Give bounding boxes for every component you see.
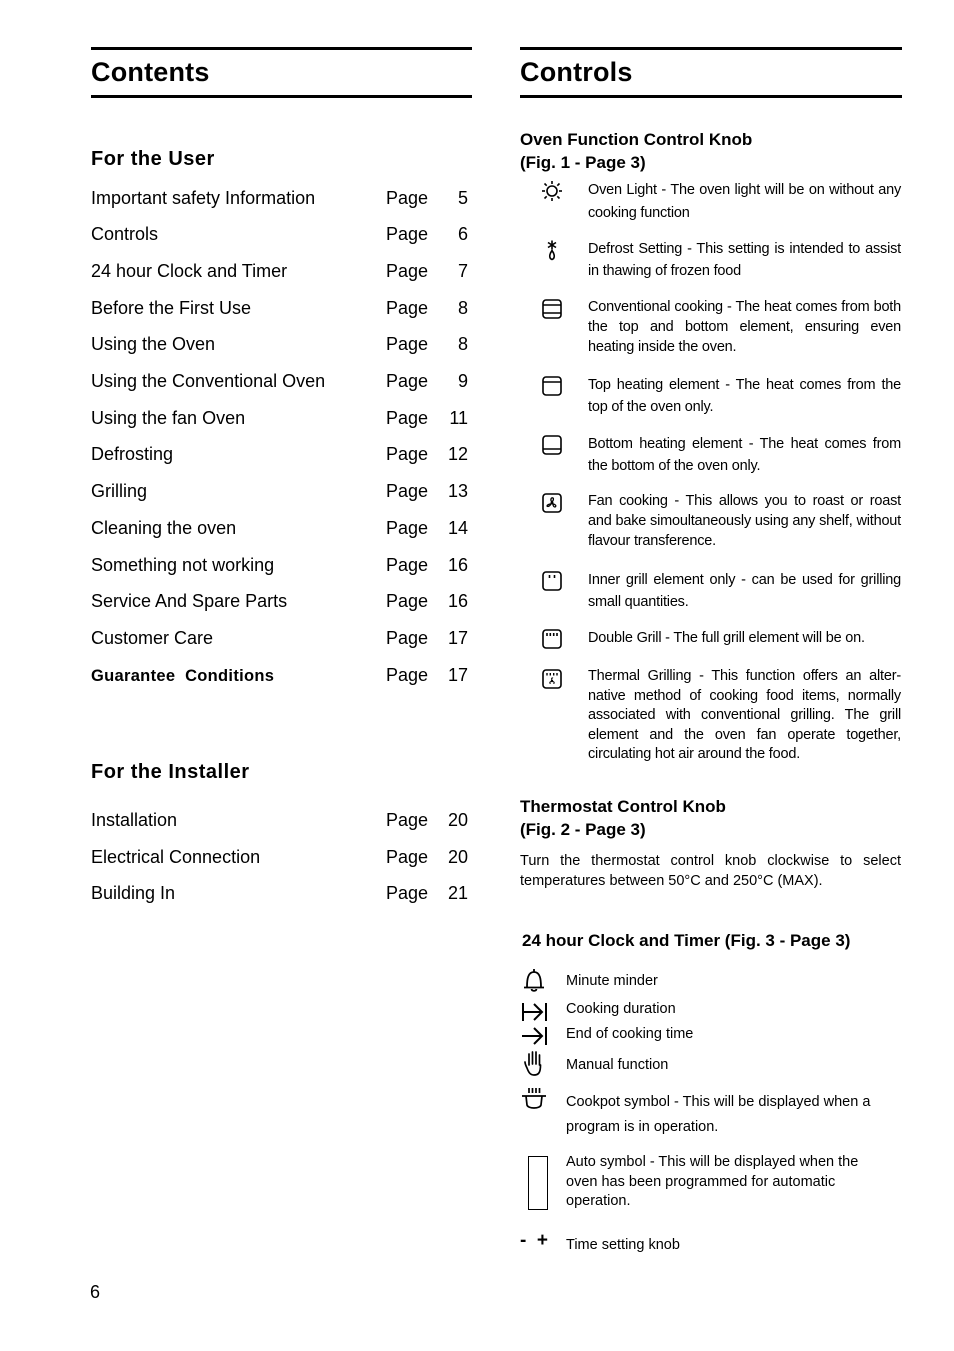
toc-page-number: 16 bbox=[447, 591, 468, 611]
cooking-duration-text: Cooking duration bbox=[566, 1001, 676, 1017]
auto-symbol-icon bbox=[528, 1156, 548, 1210]
toc-title: Guarantee Conditions bbox=[91, 667, 275, 685]
fan-cooking-icon bbox=[541, 492, 563, 514]
manual-function-text: Manual function bbox=[566, 1057, 669, 1073]
thermostat-heading bbox=[520, 795, 726, 841]
toc-title: Installation bbox=[91, 810, 178, 830]
toc-row bbox=[91, 665, 468, 689]
toc-page-label: Page bbox=[386, 371, 429, 391]
bottom-heating-text: Bottom heating element - The heat comes from the bottom of the oven only. bbox=[588, 436, 901, 474]
toc-title: Electrical Connection bbox=[91, 847, 261, 867]
conventional-cooking-icon bbox=[541, 298, 563, 320]
toc-page-label: Page bbox=[386, 408, 429, 428]
knob-minus: - bbox=[520, 1230, 527, 1251]
inner-grill-icon bbox=[541, 570, 563, 592]
toc-row bbox=[91, 298, 468, 322]
cookpot-icon bbox=[520, 1085, 548, 1113]
auto-symbol-text: Auto symbol - This will be displayed when the oven has been programmed for automatic operation. bbox=[566, 1154, 859, 1209]
toc-page-number: 17 bbox=[447, 665, 468, 685]
toc-title: Controls bbox=[91, 224, 159, 244]
toc-row bbox=[91, 444, 468, 468]
toc-page-label: Page bbox=[386, 518, 429, 538]
double-grill-icon bbox=[541, 628, 563, 650]
toc-row bbox=[91, 555, 468, 579]
bell-icon bbox=[520, 966, 548, 994]
contents-bottom-rule bbox=[91, 95, 472, 98]
double-grill-text: Double Grill - The full grill element will be on. bbox=[588, 630, 865, 646]
toc-page-number: 13 bbox=[447, 481, 468, 501]
thermal-grilling-text: Thermal Grilling - This function offers an alter-native method of cooking food items, normally associated with conventional grilling. The grill element and the oven fan operate together, circulating hot air around the food. bbox=[588, 668, 901, 763]
user-heading: For the User bbox=[91, 148, 215, 170]
toc-page-number: 7 bbox=[457, 261, 468, 281]
toc-title: Service And Spare Parts bbox=[91, 591, 288, 611]
toc-title: Something not working bbox=[91, 555, 275, 575]
toc-page-number: 5 bbox=[457, 188, 468, 208]
top-heating-text: Top heating element - The heat comes from the top of the oven only. bbox=[588, 377, 901, 415]
toc-page-number: 6 bbox=[457, 224, 468, 244]
end-of-cooking-icon bbox=[520, 1022, 548, 1050]
toc-row bbox=[91, 481, 468, 505]
toc-row bbox=[91, 261, 468, 285]
toc-page-label: Page bbox=[386, 444, 429, 464]
toc-title: 24 hour Clock and Timer bbox=[91, 261, 288, 281]
toc-page-number: 16 bbox=[447, 555, 468, 575]
time-setting-knob-text: Time setting knob bbox=[566, 1237, 680, 1253]
toc-page-label: Page bbox=[386, 847, 429, 867]
thermostat-heading-line1: Thermostat Control Knob bbox=[520, 797, 726, 816]
oven-function-heading bbox=[520, 128, 752, 174]
toc-title: Building In bbox=[91, 883, 176, 903]
toc-title: Defrosting bbox=[91, 444, 174, 464]
cookpot-text: Cookpot symbol - This will be displayed when a program is in operation. bbox=[566, 1094, 871, 1135]
bottom-heating-icon bbox=[541, 434, 563, 456]
installer-heading: For the Installer bbox=[91, 761, 250, 783]
defrost-icon bbox=[541, 238, 563, 263]
toc-page-number: 9 bbox=[457, 371, 468, 391]
knob-plus: + bbox=[536, 1230, 548, 1251]
conventional-cooking-text: Conventional cooking - The heat comes from both the top and bottom element, ensuring even heating inside the oven. bbox=[588, 299, 901, 355]
contents-title: Contents bbox=[91, 57, 210, 87]
toc-page-label: Page bbox=[386, 334, 429, 354]
toc-page-label: Page bbox=[386, 298, 429, 318]
thermostat-heading-line2: (Fig. 2 - Page 3) bbox=[520, 820, 646, 839]
page-number: 6 bbox=[90, 1282, 101, 1302]
clock-heading: 24 hour Clock and Timer (Fig. 3 - Page 3) bbox=[522, 931, 851, 950]
toc-page-label: Page bbox=[386, 665, 429, 685]
defrost-text: Defrost Setting - This setting is intended to assist in thawing of frozen food bbox=[588, 241, 901, 279]
toc-row bbox=[91, 810, 468, 834]
thermostat-text: Turn the thermostat control knob clockwise to select temperatures between 50°C and 250°C (MAX). bbox=[520, 853, 901, 889]
toc-page-number: 12 bbox=[447, 444, 468, 464]
end-of-cooking-text: End of cooking time bbox=[566, 1026, 694, 1042]
toc-title: Using the Conventional Oven bbox=[91, 371, 326, 391]
fan-cooking-text: Fan cooking - This allows you to roast or roast and bake simoultaneously using any shelf, without flavour transference. bbox=[588, 493, 901, 549]
toc-page-number: 8 bbox=[457, 298, 468, 318]
contents-top-rule bbox=[91, 47, 472, 50]
oven-light-icon bbox=[541, 180, 563, 202]
minute-minder-text: Minute minder bbox=[566, 973, 658, 989]
toc-page-label: Page bbox=[386, 883, 429, 903]
toc-title: Before the First Use bbox=[91, 298, 252, 318]
toc-page-label: Page bbox=[386, 261, 429, 281]
toc-title: Cleaning the oven bbox=[91, 518, 237, 538]
toc-title: Important safety Information bbox=[91, 188, 316, 208]
toc-page-label: Page bbox=[386, 555, 429, 575]
toc-title: Grilling bbox=[91, 481, 148, 501]
minus-plus-icon bbox=[520, 1230, 548, 1252]
oven-function-heading-line1: Oven Function Control Knob bbox=[520, 130, 753, 149]
toc-page-number: 8 bbox=[457, 334, 468, 354]
controls-bottom-rule bbox=[520, 95, 902, 98]
toc-title: Using the fan Oven bbox=[91, 408, 246, 428]
toc-page-label: Page bbox=[386, 481, 429, 501]
toc-row bbox=[91, 188, 468, 212]
toc-page-number: 11 bbox=[449, 408, 468, 428]
toc-page-number: 20 bbox=[447, 810, 468, 830]
toc-page-label: Page bbox=[386, 591, 429, 611]
toc-row bbox=[91, 847, 468, 871]
oven-function-heading-line2: (Fig. 1 - Page 3) bbox=[520, 153, 646, 172]
toc-row bbox=[91, 408, 468, 432]
thermal-grilling-icon bbox=[541, 668, 563, 690]
toc-page-number: 14 bbox=[447, 518, 468, 538]
toc-page-label: Page bbox=[386, 224, 429, 244]
toc-page-label: Page bbox=[386, 188, 429, 208]
toc-row bbox=[91, 334, 468, 358]
toc-row bbox=[91, 628, 468, 652]
toc-page-number: 20 bbox=[447, 847, 468, 867]
controls-top-rule bbox=[520, 47, 902, 50]
toc-page-label: Page bbox=[386, 628, 429, 648]
toc-row bbox=[91, 224, 468, 248]
oven-light-text: Oven Light - The oven light will be on without any cooking function bbox=[588, 182, 901, 221]
toc-row bbox=[91, 518, 468, 542]
top-heating-icon bbox=[541, 375, 563, 397]
toc-row bbox=[91, 591, 468, 615]
toc-title: Customer Care bbox=[91, 628, 214, 648]
toc-page-number: 17 bbox=[447, 628, 468, 648]
toc-title: Using the Oven bbox=[91, 334, 216, 354]
toc-row bbox=[91, 371, 468, 395]
manual-hand-icon bbox=[520, 1050, 548, 1078]
toc-row bbox=[91, 883, 468, 907]
toc-page-label: Page bbox=[386, 810, 429, 830]
toc-page-number: 21 bbox=[447, 883, 468, 903]
inner-grill-text: Inner grill element only - can be used for grilling small quantities. bbox=[588, 572, 901, 610]
controls-title: Controls bbox=[520, 57, 633, 87]
